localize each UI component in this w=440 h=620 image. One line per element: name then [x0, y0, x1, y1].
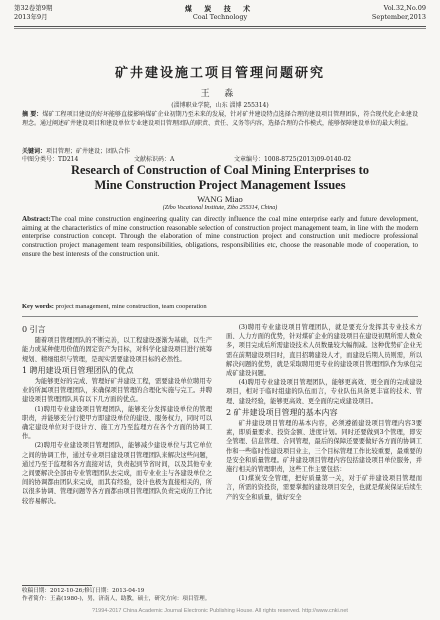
abstract-cn-label: 摘 要： — [22, 111, 43, 118]
title-en-line1: Research of Construction of Coal Mining Enterprises to — [70, 163, 369, 177]
header-volume: 第32卷第9期 — [14, 4, 53, 12]
affiliation-en: (Zibo Vocational Institute, Zibo 255314, China) — [162, 205, 278, 211]
copyright-line: ?1994-2017 China Academic Journal Electronic Publishing House. All rights reserved. http://www.cnki.net — [92, 608, 348, 614]
body-left-column — [22, 323, 212, 506]
section-1-item-3: (3)聘用专业建设项目管理团队，就是要充分发挥其专业技术方面、人力方面的优势，针对煤矿企业的建设项目在建设初期所需人数众多，项目完成后所需建设技术人员数量较大幅削减。这种优势矿企业无需在前期建设项目时，直目招聘建设人才，而建设后期人员则需，所以解决问题的优势，就是采取聘用更专业的建设项目管理团队作为承包完成矿建设问题。 — [226, 324, 422, 378]
keywords-cn-label: 关键词： — [22, 148, 47, 155]
section-1-item-4: (4)聘用专业建设项目管理团队，能够更高效、更全面的完成建设项目，相对于临时组建的队伍而言，专业队伍具备更丰富的技术、管理、建设经验，能够更高效、更全面的完成建设项目。 — [226, 379, 422, 405]
author-en: WANG Miao — [197, 194, 243, 204]
header-rule — [14, 26, 426, 27]
footnote — [22, 588, 212, 603]
abstract-divider — [22, 316, 418, 317]
section-2-paragraph: 矿井建设项目管理的基本内容，必须遵循建设项目管理内容3要素，即质量要求、投资金额、进度计划。同时还要做到3个管理，即安全管理、信息管理、合同管理，最后的保障还要要做好各方面的协调工作和一些临时性建设项目业主，三个目标管理工作比较重要，最重要的是安全和质量管理。矿井建设项目管理内容包括建设项目单位服务，并施行相关的管理职责，这些工作主要包括： — [226, 420, 422, 474]
abstract-en-label: Abstract: — [22, 215, 51, 223]
header-issue-en — [372, 4, 426, 22]
header-rule-thin — [14, 28, 426, 29]
paper-title-cn: 矿井建设施工项目管理问题研究 — [114, 66, 325, 81]
journal-name-en: Coal Technology — [192, 13, 248, 21]
section-0-paragraph: 随着项目管理团队的不断完善，以工程建设逐渐为基础，以生产能力或某种使用价值的固定资产为目标，对科学化建设项目进行统筹规划、精细组织与管理，是现实需要建设项目标的必然性。 — [22, 337, 212, 363]
running-header — [14, 4, 426, 42]
abstract-en — [22, 215, 418, 259]
section-1-item-2: (2)聘用专业建设项目管理团队，能够减少建设单位与其它单位之间的协调工作，通过专业项目建设项目管理团队来解决这些问题，通过乃至于监理和各方直接对话，负责起到节省时间，以及其他专业之间要解决全部由专业管理团队去完成，而专业业主与各建设单位之间的协调都由团队来完成，而其有经验，设计也极为直接相关的，所以很多协调、管理问题等各方面都由项目管理团队负责完成的工作比较容易解决。 — [22, 442, 212, 505]
header-date-cn: 2013年9月 — [14, 13, 48, 21]
header-date-en: September,2013 — [371, 13, 426, 21]
author-cn: 王 淼 — [200, 89, 240, 99]
author-bio: 作者简介：王淼(1980-)，男，济南人，助教，硕士，研究方向：项目管理。 — [22, 595, 211, 602]
footnote-rule — [22, 585, 92, 586]
keywords-en-label: Key words: — [22, 303, 54, 310]
header-volume-en: Vol.32,No.09 — [383, 4, 426, 12]
journal-name-cn: 煤 炭 技 术 — [184, 4, 256, 13]
section-1-heading: 1 聘用建设项目管理团队的优点 — [22, 365, 134, 375]
document-code: 文献标识码：A — [134, 156, 175, 163]
section-1-paragraph: 为能够更好的完成、管理好矿井建设工程，需要建设单位聘用专业的所属项目管理团队，来确保项目管理的合理化实施与完工。并聘建设项目管理团队具有以下几方面的优点。 — [22, 378, 212, 404]
article-number: 文章编号：1008-8725(2013)09-0140-02 — [234, 156, 352, 163]
abstract-en-text: The coal mine construction engineering quality can directly influence the coal mine enterprise early and future development, aiming at the characteristics of mine construction reasonable selection of construction project management team, in line with the modern enterprise construction concept. Through the elaboration of mine construction project and construction unit mediocre professional construction project management team responsibilities, obligations, responsibilities etc, choose the reasonable mode of cooperation, to ensure the best interests of the construction unit. — [22, 215, 418, 258]
keywords-cn-text: 项目管理；矿井建设；团队合作 — [46, 148, 131, 155]
keywords-en — [22, 303, 418, 310]
keywords-en-text: project management, mine construction, team cooperation — [55, 303, 207, 310]
section-0-heading: 0 引言 — [22, 325, 46, 334]
classification-meta — [22, 154, 418, 163]
body-right-column — [226, 323, 422, 502]
title-en-line2: Mine Construction Project Management Issues — [94, 178, 346, 192]
section-2-item-1: (1)煤炭安全管理，把好质量第一关，对于矿井建设项目管理而言，所需的资投资，需要掌握的建设项目安全，也就是煤炭保证后续生产的安全和质量，做好安全 — [226, 475, 422, 501]
header-journal — [14, 4, 426, 22]
abstract-cn — [22, 111, 418, 128]
section-2-heading: 2 矿井建设项目管理的基本内容 — [226, 407, 338, 417]
section-1-item-1: (1)聘用专业建设项目管理团队，能够充分发挥建设单位的管理职责，并能够充分行使甲方即建设单位的建设、服务权力，同时可以确定建设单位对于设计方、施工方乃至监理方在各个方面的协调工作。 — [22, 405, 212, 441]
paper-title-en — [0, 163, 440, 193]
clc-number: 中图分类号：TD214 — [22, 156, 79, 163]
affiliation-cn: (淄博职业学院，山东 淄博 255314) — [171, 102, 269, 109]
abstract-cn-text: 煤矿工程项目建设的好坏能够直接影响煤矿企业初期乃至未来的发展，针对矿井建设特点选择合理的建设项目管理团队，符合现代化企业建设理念。通过阐述矿井建设项目和建设单位专业建设项目管理团队的职责、责任、义务等内容，选择合理的合作模式，能够保障建设单位的最大利益。 — [22, 111, 418, 127]
received-date: 收稿日期：2012-10-26;修订日期：2013-04-19 — [22, 588, 145, 594]
